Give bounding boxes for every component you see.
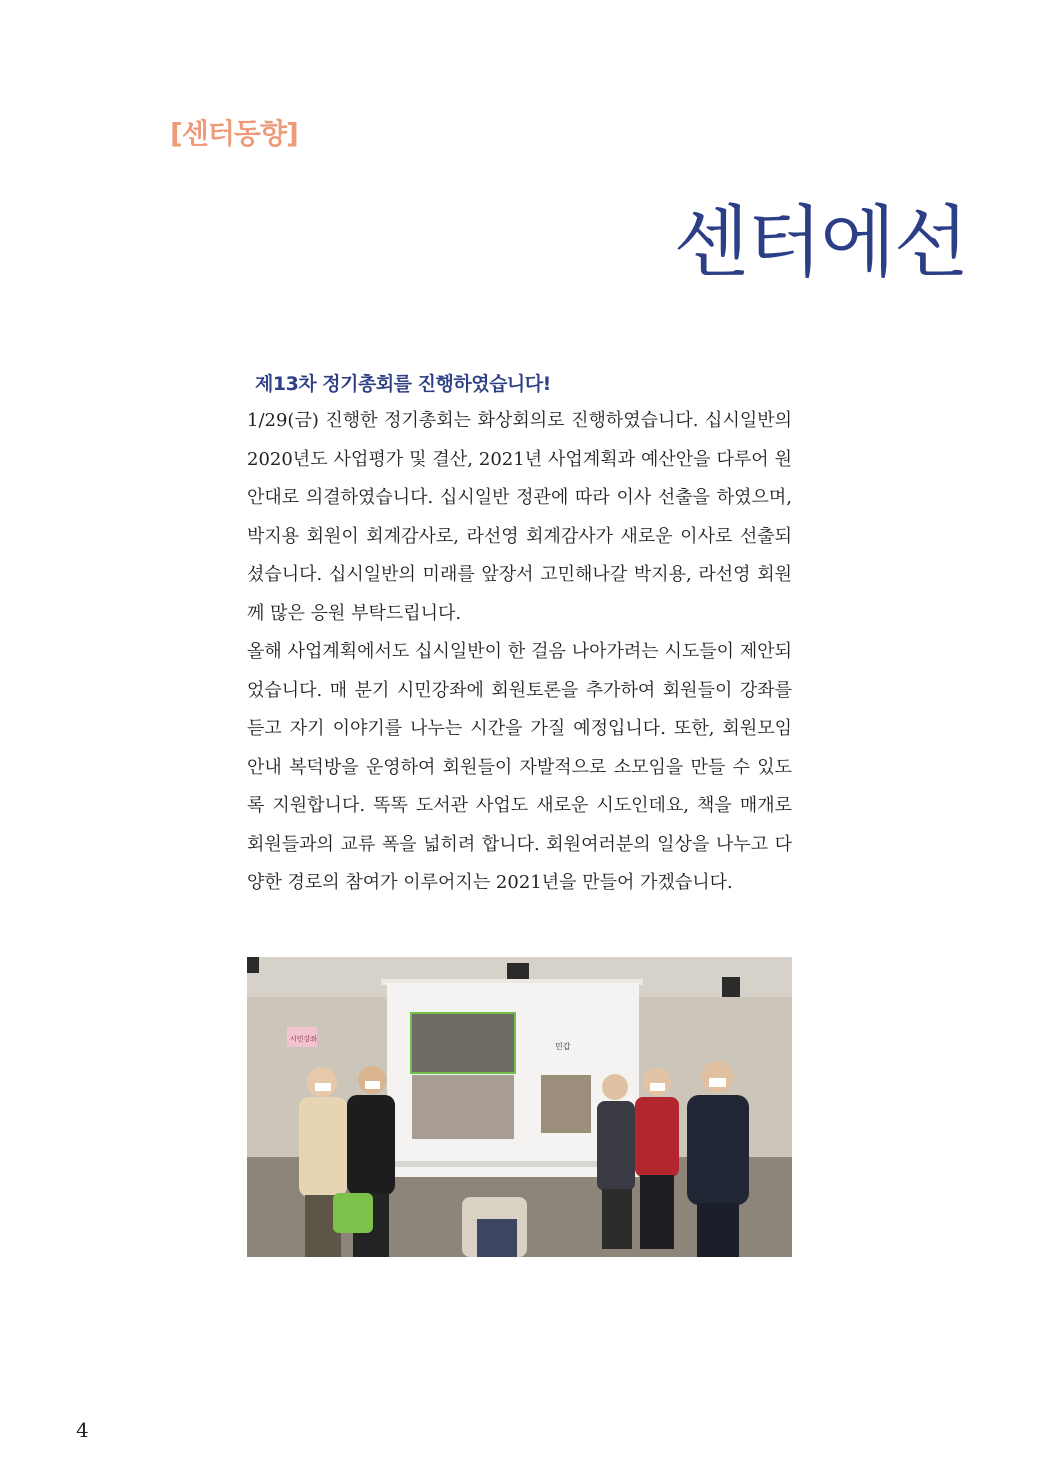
section-tag: [센터동향] [170, 117, 298, 150]
wall-sign-label: 시민강좌 [290, 1035, 318, 1043]
article-paragraph-1: 1/29(금) 진행한 정기총회는 화상회의로 진행하였습니다. 십시일반의 2020년도 사업평가 및 결산, 2021년 사업계획과 예산안을 다루어 원안대로 의결하였습니다. 십시일반 정관에 따라 이사 선출을 하였으며, 박지용 회원이 회계감사로, 라선영 회계감사가 새로운 이사로 선출되셨습니다. 십시일반의 미래를 앞장서 고민해나갈 박지용, 라선영 회원께 많은 응원 부탁드립니다. [247, 410, 792, 624]
article-paragraph-2: 올해 사업계획에서도 십시일반이 한 걸음 나아가려는 시도들이 제안되었습니다. 매 분기 시민강좌에 회원토론을 추가하여 회원들이 강좌를 듣고 자기 이야기를 나누는 시간을 가질 예정입니다. 또한, 회원모임 안내 복덕방을 운영하여 회원들이 자발적으로 소모임을 만들 수 있도록 지원합니다. 똑똑 도서관 사업도 새로운 시도인데요, 책을 매개로 회원들과의 교류 폭을 넓히려 합니다. 회원여러분의 일상을 나누고 다양한 경로의 참여가 이루어지는 2021년을 만들어 가겠습니다. [247, 641, 792, 893]
page-number: 4 [76, 1418, 89, 1442]
page-title: 센터에선 [673, 198, 967, 288]
screen-name-label: 민갑 [555, 1042, 571, 1051]
meeting-photo [247, 957, 792, 1257]
article-body [247, 402, 792, 903]
article-heading: 제13차 정기총회를 진행하였습니다! [255, 373, 551, 395]
